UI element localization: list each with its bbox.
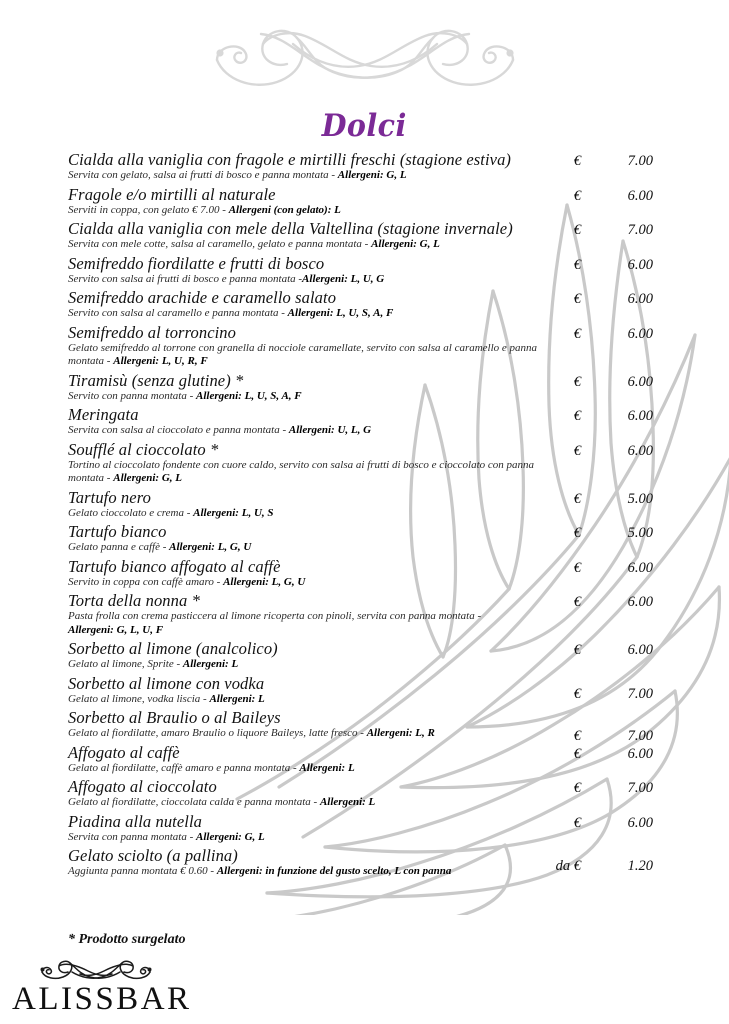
menu-item-allergens: Allergeni: L, U, G <box>302 272 385 285</box>
menu-item-price <box>535 324 685 344</box>
menu-item-name: Sorbetto al Braulio o al Baileys <box>68 708 281 727</box>
menu-item-name: Affogato al cioccolato <box>68 777 217 796</box>
menu-item-price <box>535 489 685 509</box>
menu-item-description <box>68 658 538 672</box>
menu-item-price <box>535 186 685 206</box>
price-currency: € <box>573 745 581 762</box>
menu-item-allergens: Allergeni: G, L <box>337 169 407 181</box>
price-amount: 6.00 <box>627 642 653 658</box>
menu-item-name: Fragole e/o mirtilli al naturale <box>68 184 276 204</box>
menu-item-name: Torta della nonna * <box>68 591 200 610</box>
menu-item-description <box>68 796 538 810</box>
menu-item-description <box>68 610 538 637</box>
price-amount: 6.00 <box>627 291 653 307</box>
menu-item-name: Tartufo bianco affogato al caffè <box>68 556 281 576</box>
price-currency: € <box>573 814 581 831</box>
price-amount: 7.00 <box>627 153 653 169</box>
menu-item-price <box>535 523 685 543</box>
menu-item-allergens: Allergeni: U, L, G <box>288 424 372 436</box>
menu-item-price <box>535 558 685 578</box>
menu-item-description <box>68 424 538 438</box>
menu-item <box>0 557 729 590</box>
menu-item-name: Affogato al caffè <box>68 742 180 762</box>
page-title-container <box>0 108 729 144</box>
menu-item-price <box>535 640 685 660</box>
menu-item-name: Piadina alla nutella <box>68 811 202 831</box>
top-flourish-ornament <box>205 8 525 104</box>
menu-item-allergens: Allergeni: in funzione del gusto scelto, L con panna <box>216 865 452 877</box>
price-amount: 6.00 <box>627 408 653 424</box>
menu-item-allergens: Allergeni: L, U, S <box>193 506 274 519</box>
price-amount: 6.00 <box>627 187 653 204</box>
menu-item-description <box>68 342 538 369</box>
price-amount: 6.00 <box>627 325 653 342</box>
menu-item-price <box>535 441 685 461</box>
menu-item-allergens: Allergeni: G, L <box>371 238 440 250</box>
menu-item-description-text: Servito con panna montata - <box>68 389 197 402</box>
menu-item <box>0 743 729 776</box>
price-amount: 5.00 <box>627 525 653 541</box>
menu-item-description <box>68 693 538 707</box>
menu-item-description <box>68 541 538 555</box>
menu-item <box>0 405 729 438</box>
menu-item-description-text: Gelato al limone, vodka liscia - <box>68 692 210 705</box>
menu-item-description-text: Aggiunta panna montata € 0.60 - <box>68 865 217 877</box>
menu-item-name: Meringata <box>68 405 139 424</box>
menu-item-description <box>68 762 538 776</box>
price-amount: 6.00 <box>627 256 653 273</box>
menu-item-allergens: Allergeni: L <box>209 692 265 705</box>
menu-item-allergens: Allergeni: L, R <box>366 727 435 739</box>
price-amount: 7.00 <box>627 728 653 744</box>
menu-item-name: Tartufo nero <box>68 487 151 507</box>
menu-item-price <box>535 778 685 798</box>
menu-item-price <box>535 255 685 275</box>
menu-item-description-text: Servita con mele cotte, salsa al caramello, gelato e panna montata - <box>68 238 372 250</box>
menu-item-description-text: Gelato semifreddo al torrone con granella di nocciole caramellate, servito con salsa al caramello e panna montata - <box>68 341 538 367</box>
price-currency: € <box>573 187 581 204</box>
menu-item <box>0 708 729 744</box>
menu-item <box>0 812 729 845</box>
menu-item-allergens: Allergeni: L, U, S, A, F <box>287 307 394 319</box>
menu-item <box>0 288 729 321</box>
menu-item-name: Cialda alla vaniglia con fragole e mirtilli freschi (stagione estiva) <box>68 150 512 169</box>
menu-item <box>0 639 729 672</box>
price-currency: € <box>573 685 581 702</box>
menu-item <box>0 488 729 521</box>
menu-item <box>0 150 729 183</box>
menu-item-price <box>535 856 685 876</box>
price-currency: € <box>573 642 581 658</box>
menu-item-description-text: Gelato cioccolato e crema - <box>68 506 194 519</box>
menu-item-description <box>68 727 538 741</box>
menu-item-description <box>68 169 538 183</box>
price-currency: € <box>573 408 581 424</box>
menu-item-description <box>68 576 538 590</box>
menu-item-price <box>535 684 685 704</box>
price-amount: 6.00 <box>627 594 653 610</box>
menu-item-description-text: Gelato panna e caffè - <box>68 541 170 553</box>
menu-item-allergens: Allergeni: G, L <box>196 830 265 843</box>
menu-item-allergens: Allergeni: L <box>319 796 376 808</box>
menu-item-description-text: Gelato al fiordilatte, caffè amaro e panna montata - <box>68 761 300 774</box>
menu-list <box>0 150 729 881</box>
menu-item-allergens: Allergeni: G, L, U, F <box>68 623 164 636</box>
price-amount: 7.00 <box>627 222 653 238</box>
menu-item-allergens: Allergeni (con gelato): L <box>228 203 341 216</box>
menu-item-description-text: Servita con panna montata - <box>68 830 197 843</box>
menu-item-allergens: Allergeni: L, U, S, A, F <box>196 389 302 402</box>
price-amount: 6.00 <box>627 745 653 762</box>
menu-item-description <box>68 507 538 521</box>
menu-item <box>0 219 729 252</box>
price-currency: da € <box>555 858 581 874</box>
brand-name: ALISSBAR <box>12 981 192 1017</box>
menu-item-description-text: Serviti in coppa, con gelato € 7.00 - <box>68 203 229 216</box>
menu-item <box>0 522 729 555</box>
menu-item-description <box>68 459 538 486</box>
price-amount: 7.00 <box>627 685 653 702</box>
price-currency: € <box>573 325 581 342</box>
menu-item <box>0 777 729 810</box>
menu-item-price <box>535 813 685 833</box>
menu-item-name: Sorbetto al limone (analcolico) <box>68 639 278 658</box>
menu-item-name: Semifreddo al torroncino <box>68 322 236 342</box>
price-amount: 1.20 <box>627 858 653 874</box>
menu-item-description-text: Gelato al fiordilatte, cioccolata calda e panna montata - <box>68 796 320 808</box>
price-currency: € <box>573 442 581 459</box>
price-amount: 6.00 <box>627 442 653 459</box>
price-currency: € <box>573 559 581 576</box>
menu-item-price <box>535 744 685 764</box>
price-amount: 7.00 <box>627 780 653 796</box>
menu-item <box>0 846 729 879</box>
menu-item-name: Semifreddo fiordilatte e frutti di bosco <box>68 253 325 273</box>
menu-item-name: Soufflé al cioccolato * <box>68 439 219 459</box>
menu-item-name: Semifreddo arachide e caramello salato <box>68 288 337 307</box>
menu-item-name: Tiramisù (senza glutine) * <box>68 370 244 390</box>
menu-item-allergens: Allergeni: L <box>182 658 239 670</box>
menu-item-price <box>535 151 685 171</box>
menu-item-description-text: Servito con salsa ai frutti di bosco e panna montata - <box>68 272 303 285</box>
menu-item-allergens: Allergeni: L, G, U <box>169 541 252 553</box>
menu-item <box>0 440 729 486</box>
menu-item-description <box>68 273 538 287</box>
brand-logo-block <box>8 958 238 1016</box>
price-currency: € <box>573 153 581 169</box>
menu-item-allergens: Allergeni: L, G, U <box>223 575 306 588</box>
menu-item <box>0 185 729 218</box>
menu-item-price <box>535 592 685 612</box>
menu-item-price <box>535 289 685 309</box>
menu-item-allergens: Allergeni: L <box>299 761 355 774</box>
menu-item-description <box>68 831 538 845</box>
menu-item-allergens: Allergeni: G, L <box>113 472 182 484</box>
menu-item-description-text: Servita con gelato, salsa ai frutti di bosco e panna montata - <box>68 169 338 181</box>
menu-item-description <box>68 390 538 404</box>
menu-item <box>0 591 729 637</box>
price-currency: € <box>573 490 581 507</box>
menu-item <box>0 254 729 287</box>
price-currency: € <box>573 594 581 610</box>
price-currency: € <box>573 222 581 238</box>
menu-item-price <box>535 372 685 392</box>
price-currency: € <box>573 728 581 744</box>
price-amount: 6.00 <box>627 559 653 576</box>
menu-item <box>0 674 729 707</box>
price-amount: 6.00 <box>627 373 653 390</box>
menu-item <box>0 323 729 369</box>
menu-item-description-text: Servito con salsa al caramello e panna montata - <box>68 307 288 319</box>
menu-item-description-text: Pasta frolla con crema pasticcera al limone ricoperta con pinoli, servita con panna montata - <box>68 610 482 622</box>
page-title: Dolci <box>321 108 408 144</box>
menu-item-description <box>68 238 538 252</box>
menu-item-description-text: Gelato al fiordilatte, amaro Braulio o liquore Baileys, latte fresco - <box>68 727 367 739</box>
menu-item-allergens: Allergeni: L, U, R, F <box>113 355 208 367</box>
price-currency: € <box>573 525 581 541</box>
menu-item-name: Sorbetto al limone con vodka <box>68 673 265 693</box>
price-currency: € <box>573 291 581 307</box>
menu-item-price <box>535 220 685 240</box>
menu-item-price <box>535 406 685 426</box>
menu-item-description <box>68 865 538 879</box>
menu-item-name: Cialda alla vaniglia con mele della Valtellina (stagione invernale) <box>68 219 513 238</box>
menu-item-description-text: Servita con salsa al cioccolato e panna montata - <box>68 424 289 436</box>
footnote-surgelato: * Prodotto surgelato <box>68 932 186 947</box>
menu-item <box>0 371 729 404</box>
price-amount: 5.00 <box>627 490 653 507</box>
price-amount: 6.00 <box>627 814 653 831</box>
menu-item-description-text: Tortino al cioccolato fondente con cuore caldo, servito con salsa ai frutti di bosco e cioccolato con panna montata - <box>68 458 535 484</box>
price-currency: € <box>573 373 581 390</box>
price-currency: € <box>573 780 581 796</box>
price-currency: € <box>573 256 581 273</box>
menu-item-name: Tartufo bianco <box>68 522 167 541</box>
menu-item-description <box>68 204 538 218</box>
menu-item-description-text: Servito in coppa con caffè amaro - <box>68 575 224 588</box>
menu-item-description <box>68 307 538 321</box>
menu-item-name: Gelato sciolto (a pallina) <box>68 846 238 865</box>
menu-item-description-text: Gelato al limone, Sprite - <box>68 658 183 670</box>
